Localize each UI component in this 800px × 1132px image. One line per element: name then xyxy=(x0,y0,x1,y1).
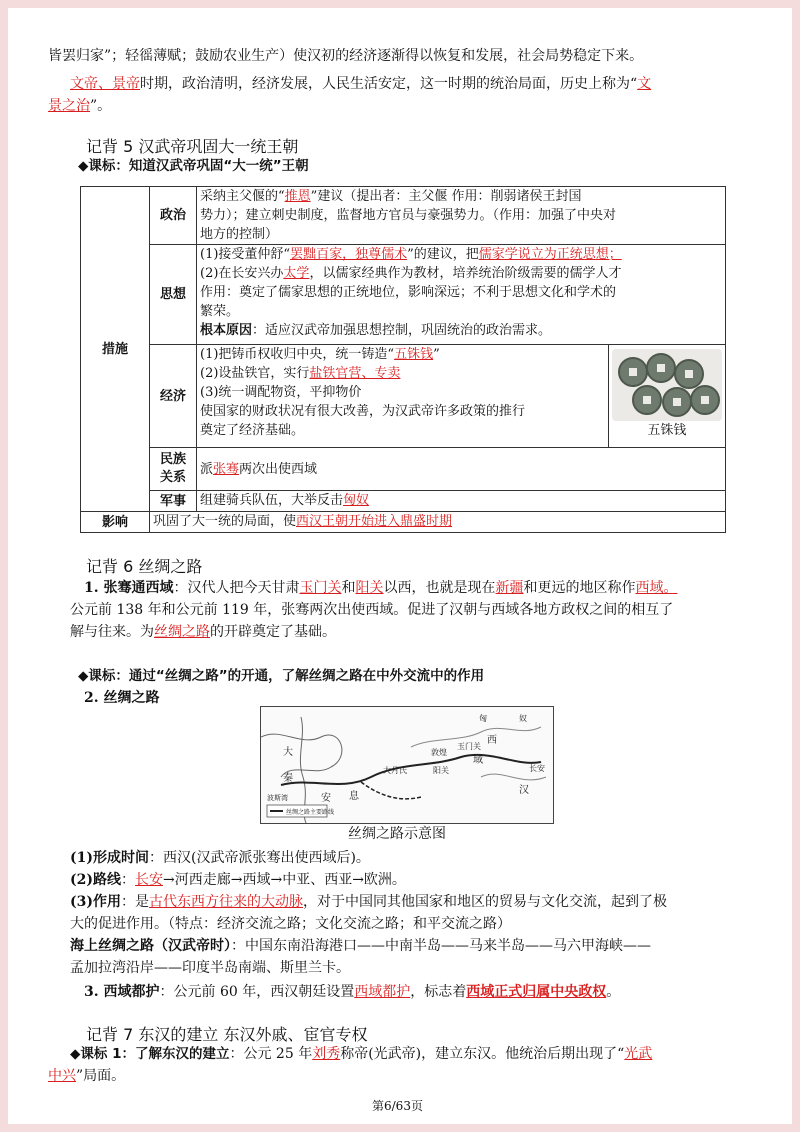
silk-route: (2)路线：长安→河西走廊→西域→中亚、西亚→欧洲。 xyxy=(70,872,406,888)
section-6-title: 记背 6 丝绸之路 xyxy=(86,557,203,576)
ethnic-content: 派张骞两次出使西域 xyxy=(197,448,726,491)
intro-line-1: 皆罢归家”；轻徭薄赋；鼓励农业生产）使汉初的经济逐渐得以恢复和发展，社会局势稳定下来。 xyxy=(48,48,644,64)
silk-role: (3)作用：是古代东西方往来的大动脉，对于中国同其他国家和地区的贸易与文化交流，起到了极 xyxy=(70,894,667,910)
military-label: 军事 xyxy=(150,491,197,512)
section-5-standard: ◆课标：知道汉武帝巩固“大一统”王朝 xyxy=(78,158,309,174)
military-content: 组建骑兵队伍，大举反击匈奴 xyxy=(197,491,726,512)
table-row xyxy=(81,512,726,533)
section-7-title: 记背 7 东汉的建立 东汉外戚、宦官专权 xyxy=(86,1025,368,1044)
silk-road-map: 丝绸之路主要路线 匈 奴 西 域 汉 安 息 大 秦 大月氏 敦煌 玉门关 长安 波斯湾 阳关 xyxy=(260,706,554,824)
table-row xyxy=(81,448,726,491)
section-5-title: 记背 5 汉武帝巩固大一统王朝 xyxy=(86,137,299,156)
map-drawing xyxy=(261,707,553,823)
silk-role-2: 大的促进作用。（特点：经济交流之路；文化交流之路；和平交流之路） xyxy=(70,916,511,932)
influence-content: 巩固了大一统的局面，使西汉王朝开始进入鼎盛时期 xyxy=(150,512,726,533)
sec7-line-1: ◆课标 1：了解东汉的建立：公元 25 年刘秀称帝(光武帝)，建立东汉。他统治后期出现了“光武 xyxy=(70,1046,653,1062)
wuzhu-coin-caption: 五铢钱 xyxy=(647,423,687,438)
silk-subtitle-2: 2. 丝绸之路 xyxy=(84,690,160,706)
page-number: 第6/63页 xyxy=(372,1099,423,1113)
wuzhu-coins-image xyxy=(612,349,722,421)
table-row xyxy=(81,345,726,448)
ethnic-label: 民族 关系 xyxy=(150,448,197,491)
sea-silk-road-2: 孟加拉湾沿岸——印度半岛南端、斯里兰卡。 xyxy=(70,960,350,976)
economy-content: (1)把铸币权收归中央，统一铸造“五铢钱” (2)设盐铁官，实行盐铁官营、专卖 (3)统一调配物资，平抑物价 使国家的财政状况有很大改善，为汉武帝许多政策的推行 奠定了经济基础。 xyxy=(197,345,609,448)
sea-silk-road: 海上丝绸之路（汉武帝时）：中国东南沿海港口——中南半岛——马来半岛——马六甲海峡—— xyxy=(70,938,651,954)
thought-label: 思想 xyxy=(150,245,197,345)
economy-label: 经济 xyxy=(150,345,197,448)
table-row xyxy=(81,245,726,345)
measures-table xyxy=(80,186,726,533)
silk-p2: 公元前 138 年和公元前 119 年，张骞两次出使西域。促进了汉朝与西域各地方政权之间的相互了 xyxy=(70,602,674,618)
document-page xyxy=(8,8,792,1124)
silk-standard: ◆课标：通过“丝绸之路”的开通，了解丝绸之路在中外交流中的作用 xyxy=(78,668,485,684)
intro-line-2: 文帝、景帝时期，政治清明，经济发展，人民生活安定，这一时期的统治局面，历史上称为“文 xyxy=(70,76,652,92)
table-row xyxy=(81,187,726,245)
silk-p3: 解与往来。为丝绸之路的开辟奠定了基础。 xyxy=(70,624,336,640)
wuzhu-coin-figure xyxy=(608,345,725,448)
politics-content: 采纳主父偃的“推恩”建议（提出者：主父偃 作用：削弱诸侯王封国 势力）；建立刺史制度，监督地方官员与豪强势力。（作用：加强了中央对 地方的控制） xyxy=(197,187,726,245)
silk-p1: 1. 张骞通西域：汉代人把今天甘肃玉门关和阳关以西，也就是现在新疆和更远的地区称作西域。 xyxy=(84,580,678,596)
measures-label: 措施 xyxy=(81,187,150,512)
xiyu-protectorate: 3. 西域都护：公元前 60 年，西汉朝廷设置西域都护，标志着西域正式归属中央政权。 xyxy=(84,984,621,1000)
politics-label: 政治 xyxy=(150,187,197,245)
thought-content: (1)接受董仲舒“罢黜百家，独尊儒术”的建议，把儒家学说立为正统思想； (2)在长安兴办太学，以儒家经典作为教材，培养统治阶级需要的儒学人才 作用：奠定了儒家思想的正统地位，影响深远；不利于思想文化和学术的 繁荣。 根本原因：适应汉武帝加强思想控制，巩固统治的政治需求。 xyxy=(197,245,726,345)
silk-formation: (1)形成时间：西汉(汉武帝派张骞出使西域后)。 xyxy=(70,850,370,866)
intro-line-3: 景之治”。 xyxy=(48,98,112,114)
influence-label: 影响 xyxy=(81,512,150,533)
map-caption: 丝绸之路示意图 xyxy=(348,826,446,842)
sec7-line-2: 中兴”局面。 xyxy=(48,1068,126,1084)
table-row xyxy=(81,491,726,512)
